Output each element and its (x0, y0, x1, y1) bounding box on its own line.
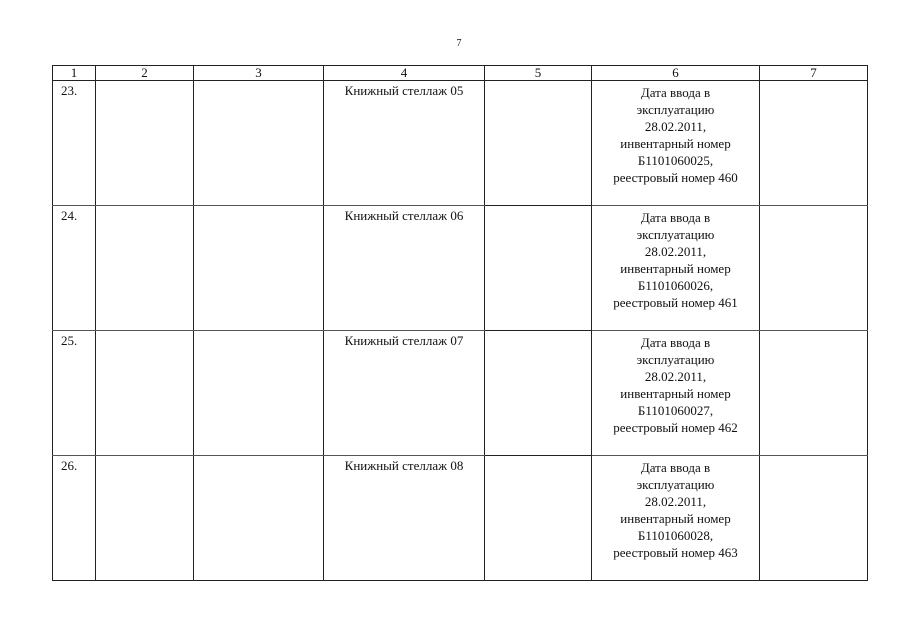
row-number-cell: 24. (53, 206, 96, 331)
column-header-2: 2 (96, 66, 194, 81)
table-row (53, 81, 868, 206)
details-line: 28.02.2011, (644, 244, 707, 259)
details-line: Дата ввода в (640, 460, 711, 475)
details-line: эксплуатацию (636, 227, 715, 242)
empty-cell-col2 (96, 456, 194, 581)
empty-cell-col7 (760, 206, 868, 331)
details-line: Б1101060027, (637, 403, 714, 418)
empty-cell-col7 (760, 456, 868, 581)
row-number-cell: 25. (53, 331, 96, 456)
details-line: 28.02.2011, (644, 494, 707, 509)
empty-cell-col5 (485, 456, 592, 581)
column-header-5: 5 (485, 66, 592, 81)
item-name-cell: Книжный стеллаж 07 (324, 331, 485, 456)
row-number-cell: 26. (53, 456, 96, 581)
empty-cell-col2 (96, 331, 194, 456)
details-line: Б1101060028, (637, 528, 714, 543)
details-line: 28.02.2011, (644, 119, 707, 134)
details-cell (592, 206, 760, 331)
empty-cell-col2 (96, 81, 194, 206)
header-row (53, 66, 868, 81)
table-row (53, 331, 868, 456)
item-name-cell: Книжный стеллаж 05 (324, 81, 485, 206)
details-line: Б1101060025, (637, 153, 714, 168)
details-line: эксплуатацию (636, 352, 715, 367)
details-line: Дата ввода в (640, 335, 711, 350)
item-name-cell: Книжный стеллаж 06 (324, 206, 485, 331)
empty-cell-col5 (485, 206, 592, 331)
details-line: инвентарный номер (620, 511, 731, 526)
details-line: инвентарный номер (620, 386, 731, 401)
details-line: 28.02.2011, (644, 369, 707, 384)
page-number: 7 (456, 38, 462, 49)
column-header-3: 3 (194, 66, 324, 81)
empty-cell-col3 (194, 331, 324, 456)
row-number-cell: 23. (53, 81, 96, 206)
details-line: инвентарный номер (620, 136, 731, 151)
empty-cell-col3 (194, 456, 324, 581)
column-header-1: 1 (53, 66, 96, 81)
item-name-cell: Книжный стеллаж 08 (324, 456, 485, 581)
details-line: Дата ввода в (640, 210, 711, 225)
empty-cell-col3 (194, 206, 324, 331)
details-line: эксплуатацию (636, 477, 715, 492)
details-line: Дата ввода в (640, 85, 711, 100)
registry-table (52, 65, 868, 581)
table-row (53, 456, 868, 581)
details-line: реестровый номер 461 (613, 295, 738, 310)
details-line: реестровый номер 463 (613, 545, 738, 560)
empty-cell-col5 (485, 331, 592, 456)
details-line: инвентарный номер (620, 261, 731, 276)
empty-cell-col5 (485, 81, 592, 206)
empty-cell-col2 (96, 206, 194, 331)
details-cell (592, 331, 760, 456)
empty-cell-col7 (760, 81, 868, 206)
empty-cell-col3 (194, 81, 324, 206)
empty-cell-col7 (760, 331, 868, 456)
details-cell (592, 81, 760, 206)
details-line: реестровый номер 460 (613, 170, 738, 185)
table-row (53, 206, 868, 331)
details-line: Б1101060026, (637, 278, 714, 293)
column-header-6: 6 (592, 66, 760, 81)
column-header-4: 4 (324, 66, 485, 81)
column-header-7: 7 (760, 66, 868, 81)
details-line: эксплуатацию (636, 102, 715, 117)
details-line: реестровый номер 462 (613, 420, 738, 435)
details-cell (592, 456, 760, 581)
